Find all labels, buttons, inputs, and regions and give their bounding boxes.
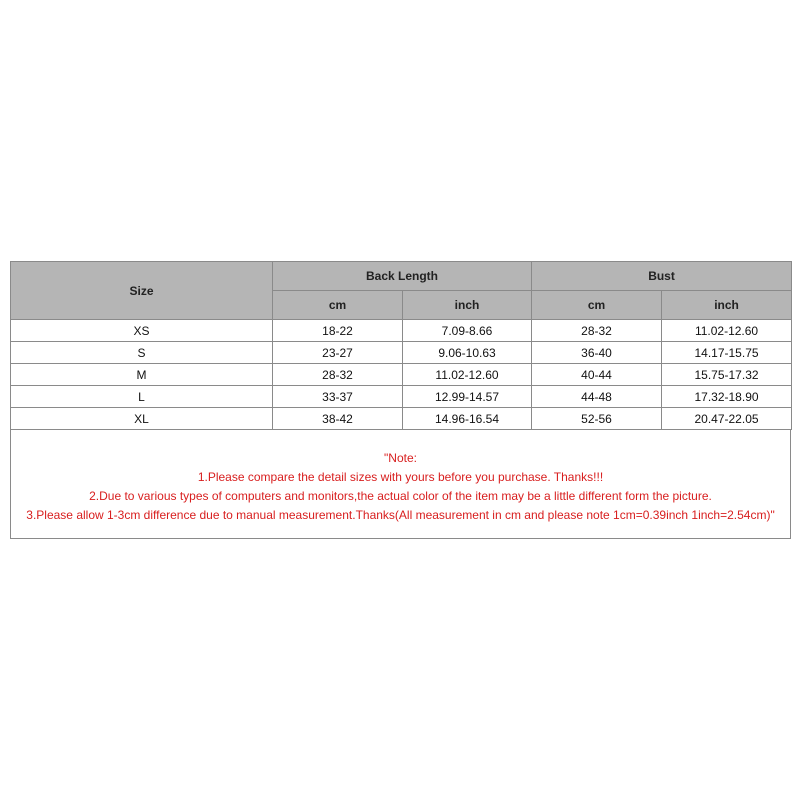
table-row — [11, 364, 792, 386]
notes-panel — [10, 430, 791, 539]
note-heading: "Note: — [384, 451, 417, 465]
size-column-header: Size — [11, 262, 273, 320]
size-cell: S — [11, 342, 273, 364]
table-row — [11, 408, 792, 430]
back-length-inch-cell: 12.99-14.57 — [403, 386, 532, 408]
table-header-row — [11, 262, 792, 291]
note-line-1: 1.Please compare the detail sizes with yours before you purchase. Thanks!!! — [197, 470, 604, 484]
table-row — [11, 342, 792, 364]
back-length-group-header: Back Length — [273, 262, 532, 291]
size-table — [10, 261, 792, 430]
size-cell: L — [11, 386, 273, 408]
back-length-inch-cell: 7.09-8.66 — [403, 320, 532, 342]
back-length-inch-cell: 9.06-10.63 — [403, 342, 532, 364]
note-line-2: 2.Due to various types of computers and monitors,the actual color of the item may be a little different form the picture. — [89, 489, 712, 503]
bust-cm-cell: 36-40 — [532, 342, 662, 364]
bust-inch-cell: 15.75-17.32 — [662, 364, 792, 386]
bust-inch-cell: 20.47-22.05 — [662, 408, 792, 430]
table-row — [11, 386, 792, 408]
bust-inch-header: inch — [662, 291, 792, 320]
table-row — [11, 320, 792, 342]
size-cell: XL — [11, 408, 273, 430]
back-length-cm-cell: 18-22 — [273, 320, 403, 342]
bust-cm-header: cm — [532, 291, 662, 320]
back-length-inch-cell: 14.96-16.54 — [403, 408, 532, 430]
note-line-3: 3.Please allow 1-3cm difference due to manual measurement.Thanks(All measurement in cm and please note 1cm=0.39inch 1inch=2.54cm)" — [26, 508, 775, 522]
back-length-cm-cell: 28-32 — [273, 364, 403, 386]
back-length-cm-cell: 23-27 — [273, 342, 403, 364]
back-length-cm-cell: 33-37 — [273, 386, 403, 408]
back-length-cm-header: cm — [273, 291, 403, 320]
size-cell: XS — [11, 320, 273, 342]
size-cell: M — [11, 364, 273, 386]
bust-cm-cell: 28-32 — [532, 320, 662, 342]
bust-cm-cell: 40-44 — [532, 364, 662, 386]
back-length-inch-header: inch — [403, 291, 532, 320]
back-length-inch-cell: 11.02-12.60 — [403, 364, 532, 386]
bust-group-header: Bust — [532, 262, 792, 291]
bust-inch-cell: 14.17-15.75 — [662, 342, 792, 364]
bust-inch-cell: 11.02-12.60 — [662, 320, 792, 342]
size-chart — [10, 261, 791, 539]
back-length-cm-cell: 38-42 — [273, 408, 403, 430]
bust-cm-cell: 52-56 — [532, 408, 662, 430]
bust-cm-cell: 44-48 — [532, 386, 662, 408]
bust-inch-cell: 17.32-18.90 — [662, 386, 792, 408]
